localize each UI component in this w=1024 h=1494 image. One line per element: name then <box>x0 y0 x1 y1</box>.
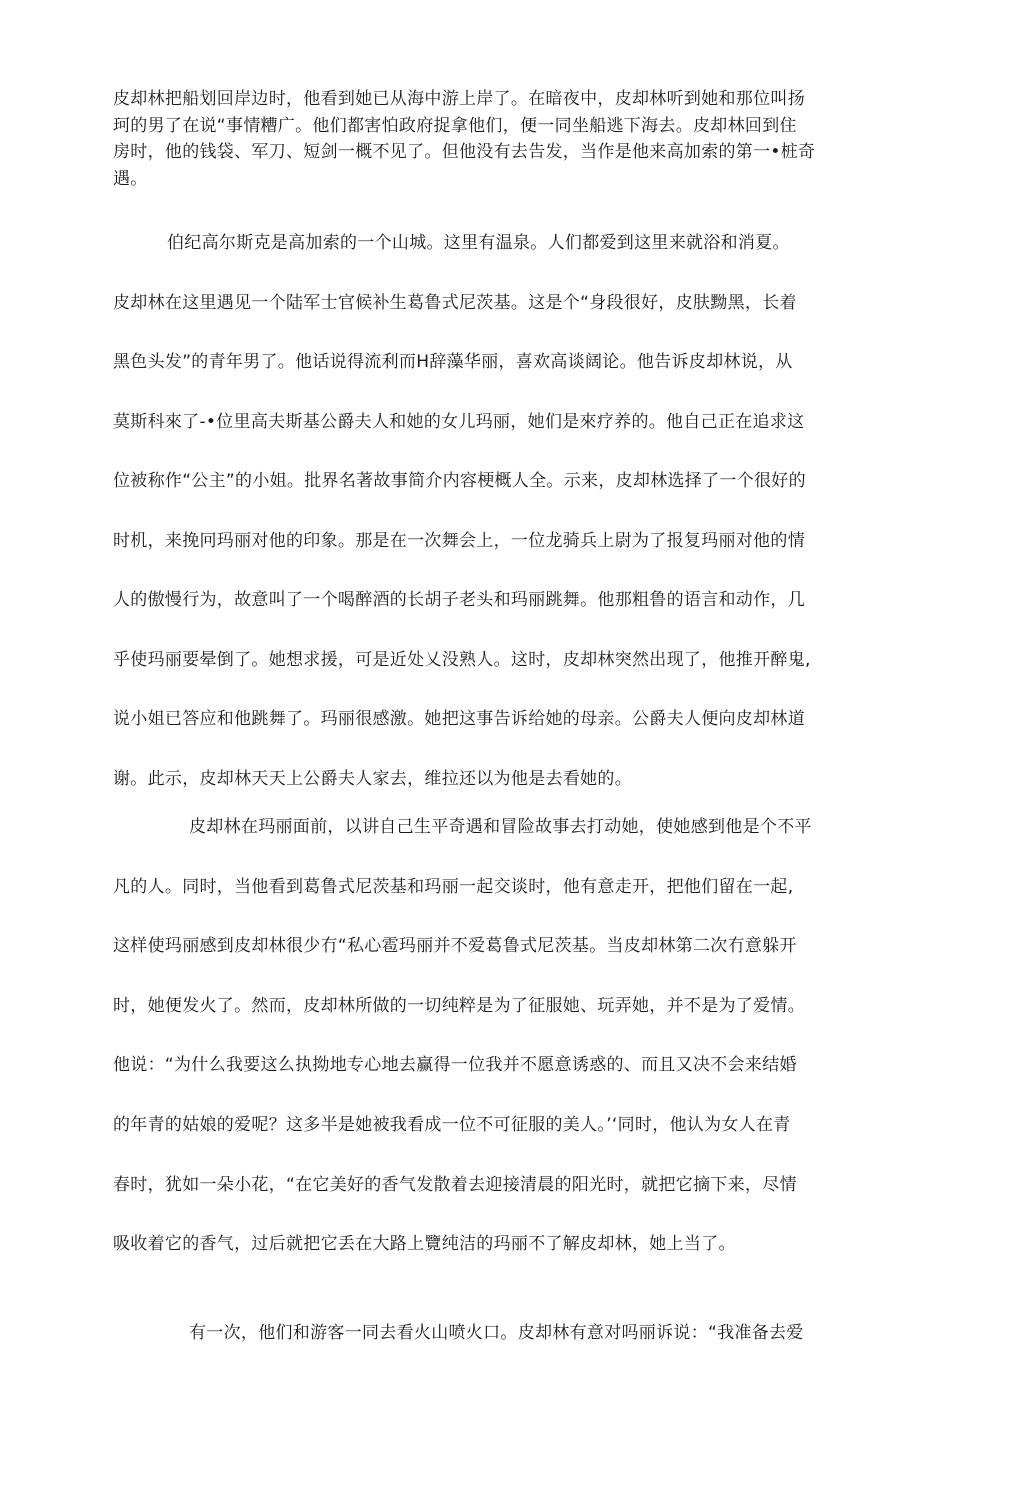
paragraph-2 <box>113 214 913 809</box>
text-line: 位被称作“公主”的小姐。批界名著故事简介内容梗概人全。示来，皮却林选择了一个很好的 <box>113 471 806 491</box>
text-line: 谢。此示，皮却林天天上公爵夫人家去，维拉还以为他是去看她的。 <box>113 768 632 789</box>
text-line: 珂的男了在说“事情糟广。他们都害怕政府捉拿他们，便一同坐船逃下海去。皮却林回到住 <box>113 115 797 136</box>
text-line: 他说：“为什么我要这么执拗地专心地去赢得一位我并不愿意诱惑的、而且又决不会来结婚 <box>113 1055 797 1076</box>
text-line: 皮却林在玛丽面前，以讲自己生平奇遇和冒险故事去打动她，使她感到他是个不平 <box>189 817 812 837</box>
text-line: 时，她便发火了。然而，皮却林所做的一切纯粹是为了征服她、玩弄她，并不是为了爱情。 <box>113 995 805 1016</box>
text-line: 吸收着它的香气，过后就把它丢在大路上覽纯洁的玛丽不了解皮却林，她上当了。 <box>113 1234 736 1255</box>
text-line: 春时，犹如一朵小花，“在它美好的香气发散着去迎接清晨的阳光时，就把它摘下来，尽情 <box>113 1174 797 1195</box>
text-line: 人的傲慢行为，故意叫了一个喝醉酒的长胡子老头和玛丽跳舞。他那粗鲁的语言和动作，几 <box>113 590 805 610</box>
text-line: 莫斯科來了-•位里高夫斯基公爵夫人和她的女儿玛丽，她们是來疗养的。他自己正在追求这 <box>113 411 805 432</box>
text-line: 凡的人。同时，当他看到葛鲁式尼茨基和玛丽一起交谈时，他有意走开，把他们留在一起, <box>113 876 794 897</box>
text-line: 这样使玛丽感到皮却林很少冇“私心雹玛丽并不爱葛鲁式尼茨基。当皮却林第二次冇意躲开 <box>113 936 797 957</box>
text-line: 时机，来挽冋玛丽对他的印象。那是在一次舞会上，一位龙骑兵上尉为了报复玛丽对他的情 <box>113 530 805 551</box>
text-line: 说小姐已答应和他跳舞了。玛丽很感激。她把这事告诉给她的母亲。公爵夫人便向皮却林道 <box>113 709 805 729</box>
text-line: 有一次，他们和游客一同去看火山喷火口。皮却林有意对吗丽诉说：“我准备去爱 <box>189 1323 804 1343</box>
paragraph-4 <box>113 1304 913 1364</box>
paragraph-3 <box>113 798 913 1275</box>
text-line: 伯纪高尔斯克是高加索的一个山城。这里有温泉。人们都爱到这里来就浴和消夏。 <box>167 233 790 253</box>
paragraph-1 <box>113 86 913 192</box>
text-line: 遇。 <box>113 168 148 189</box>
text-line: 皮却林把船划回岸边时，他看到她已从海中游上岸了。在暗夜中，皮却林听到她和那位叫扬 <box>113 89 805 109</box>
text-line: 房时，他的钱袋、军刀、短剑一概不见了。但他没有去告发，当作是他来高加索的第一•桩奇 <box>113 142 816 162</box>
text-line: 乎使玛丽要晕倒了。她想求援，可是近处乂没熟人。这时，皮却林突然出现了，他推开醉鬼, <box>113 649 811 670</box>
text-line: 黑色头发”的青年男了。他话说得流利而H辞藻华丽，喜欢高谈阔论。他告诉皮却林说，从 <box>113 352 793 372</box>
text-line: 皮却林在这里遇见一个陆军士官候补生葛鲁式尼茨基。这是个“身段很好，皮肤黝黑，长着 <box>113 292 797 313</box>
text-line: 的年青的姑娘的爱呢？这多半是她被我看成一位不可征服的美人。’‘同时，他认为女人在青 <box>113 1114 791 1135</box>
